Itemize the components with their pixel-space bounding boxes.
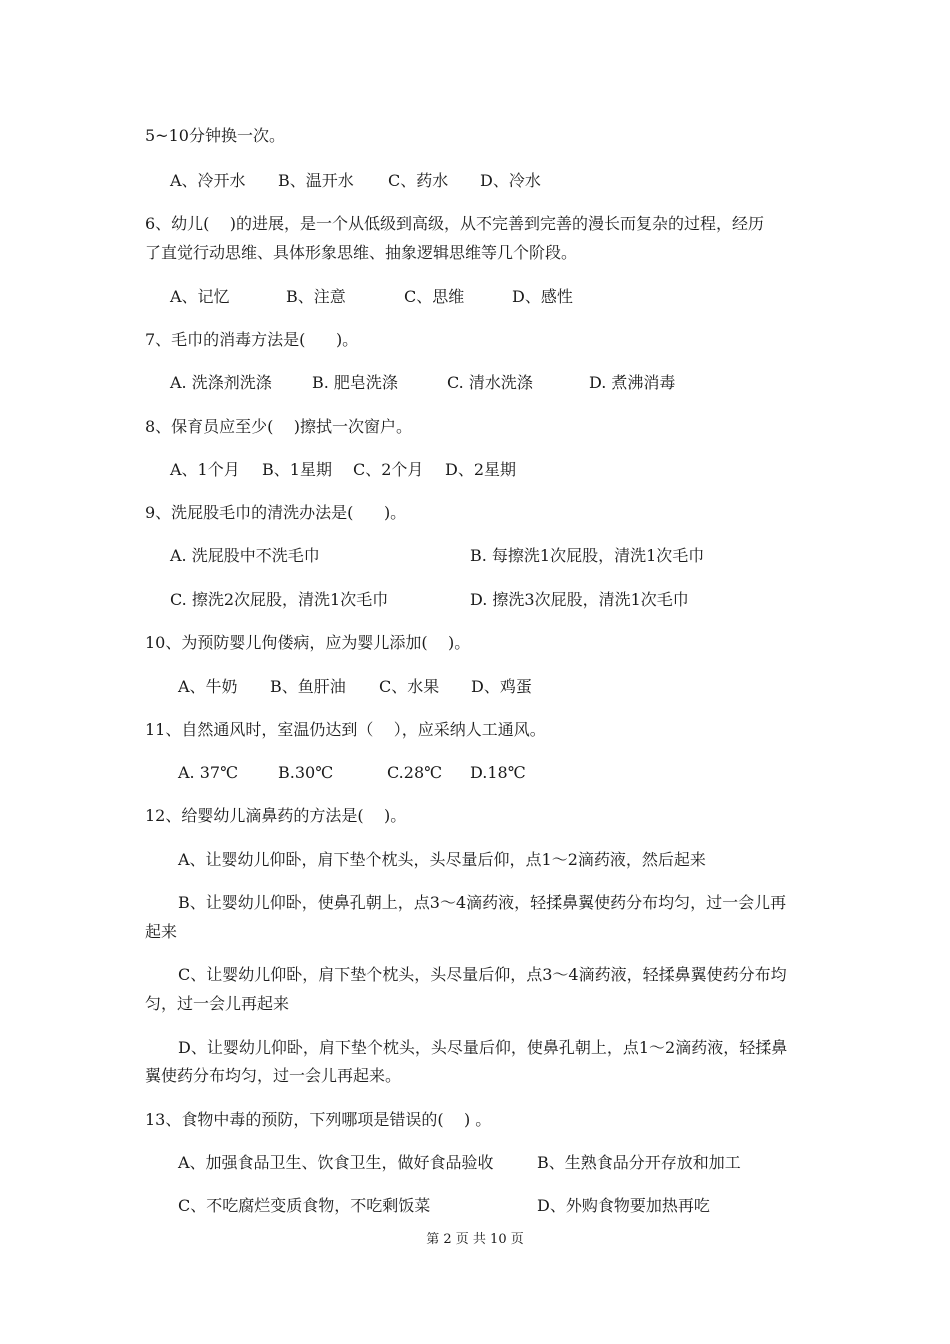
question-9: 9、洗屁股毛巾的清洗办法是( )。 <box>145 503 407 522</box>
option-a: A、加强食品卫生、饮食卫生，做好食品验收 <box>178 1153 494 1172</box>
page-footer: 第 2 页 共 10 页 <box>426 1232 524 1247</box>
option-b: B、生熟食品分开存放和加工 <box>537 1153 741 1172</box>
question-11: 11、自然通风时，室温仍达到（ ），应采纳人工通风。 <box>145 720 546 739</box>
option-b: B. 肥皂洗涤 <box>312 373 398 392</box>
option-b: B、温开水 <box>278 171 354 190</box>
question-10: 10、为预防婴儿佝偻病，应为婴儿添加( )。 <box>145 633 471 652</box>
option-b: B、鱼肝油 <box>270 677 346 696</box>
option-d: D、冷水 <box>480 171 541 190</box>
option-d: D.18℃ <box>470 763 526 782</box>
option-c: C、不吃腐烂变质食物，不吃剩饭菜 <box>178 1196 431 1215</box>
option-b: B.30℃ <box>278 763 334 782</box>
question-13: 13、食物中毒的预防，下列哪项是错误的( ) 。 <box>145 1110 492 1129</box>
option-a: A. 37℃ <box>178 763 238 782</box>
option-c: C. 清水洗涤 <box>447 373 533 392</box>
question-8: 8、保育员应至少( )擦拭一次窗户。 <box>145 417 413 436</box>
question-continuation: 5~10分钟换一次。 <box>145 126 285 145</box>
q12-option-b: B、让婴幼儿仰卧，使鼻孔朝上，点3～4滴药液，轻揉鼻翼使药分布均匀，过一会儿再 <box>178 893 787 912</box>
question-6: 6、幼儿( )的进展，是一个从低级到高级，从不完善到完善的漫长而复杂的过程，经历 <box>145 214 765 233</box>
option-c: C.28℃ <box>387 763 443 782</box>
question-6-cont: 了直觉行动思维、具体形象思维、抽象逻辑思维等几个阶段。 <box>145 243 578 262</box>
q12-option-d-cont: 翼使药分布均匀，过一会儿再起来。 <box>145 1066 402 1085</box>
option-c: C. 擦洗2次屁股，清洗1次毛巾 <box>170 590 389 609</box>
option-d: D、感性 <box>512 287 573 306</box>
q12-option-a: A、让婴幼儿仰卧，肩下垫个枕头，头尽量后仰，点1～2滴药液，然后起来 <box>178 850 706 869</box>
option-d: D、外购食物要加热再吃 <box>537 1196 710 1215</box>
option-a: A、冷开水 <box>170 171 246 190</box>
q12-option-c: C、让婴幼儿仰卧，肩下垫个枕头，头尽量后仰，点3～4滴药液，轻揉鼻翼使药分布均 <box>178 965 787 984</box>
option-d: D. 煮沸消毒 <box>589 373 676 392</box>
option-d: D、2星期 <box>445 460 517 479</box>
option-b: B. 每擦洗1次屁股，清洗1次毛巾 <box>470 546 705 565</box>
option-c: C、2个月 <box>353 460 424 479</box>
question-12: 12、给婴幼儿滴鼻药的方法是( )。 <box>145 806 407 825</box>
option-a: A. 洗涤剂洗涤 <box>170 373 272 392</box>
q12-option-d: D、让婴幼儿仰卧，肩下垫个枕头，头尽量后仰，使鼻孔朝上，点1～2滴药液，轻揉鼻 <box>178 1038 788 1057</box>
option-d: D. 擦洗3次屁股，清洗1次毛巾 <box>470 590 689 609</box>
option-c: C、思维 <box>404 287 465 306</box>
option-c: C、药水 <box>388 171 449 190</box>
q12-option-b-cont: 起来 <box>145 922 178 941</box>
question-7: 7、毛巾的消毒方法是( )。 <box>145 330 359 349</box>
option-a: A. 洗屁股中不洗毛巾 <box>170 546 320 565</box>
option-a: A、记忆 <box>170 287 230 306</box>
q12-option-c-cont: 匀，过一会儿再起来 <box>145 994 290 1013</box>
option-b: B、1星期 <box>262 460 332 479</box>
option-a: A、牛奶 <box>178 677 238 696</box>
option-a: A、1个月 <box>170 460 240 479</box>
option-c: C、水果 <box>379 677 440 696</box>
option-b: B、注意 <box>286 287 346 306</box>
option-d: D、鸡蛋 <box>471 677 532 696</box>
